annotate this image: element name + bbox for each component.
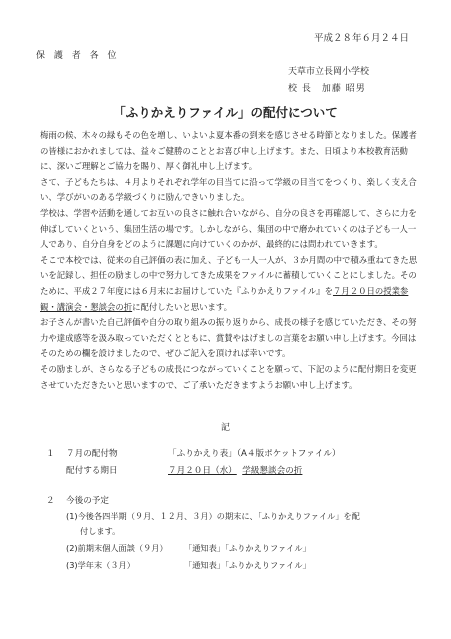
sub-item-3-label: (3)学年末（３月） xyxy=(66,560,135,570)
paragraph-2: さて、子どもたちは、４月よりそれぞれ学年の目当てに沿って学級の目当てをつくり、楽しく支え合い、学びがいのある学級づくりに励んできいりました。 xyxy=(40,176,417,203)
sub-item-2 xyxy=(66,543,311,554)
list-item-1-value: 「ふりかえり表」（A４版ポケットファイル） xyxy=(168,449,341,459)
list-item-1-label: ７月の配付物 xyxy=(66,449,118,459)
list-item-2-label: 今後の予定 xyxy=(66,496,109,506)
ki-heading: 記 xyxy=(220,423,230,433)
sub-item-1: (1)今後各四半期（９月、１２月、３月）の期末に、「ふりかえりファイル」を配 xyxy=(66,511,360,521)
paragraph-4-end: に配付したいと思います。 xyxy=(132,301,232,312)
document-date: 平成２８年６月２４日 xyxy=(313,33,409,44)
list-item-1 xyxy=(46,447,341,459)
list-item-1-number: １ xyxy=(46,449,55,459)
sender-principal: 校 長 加藤 昭男 xyxy=(288,84,366,94)
sub-item-2-value: 「通知表」「ふりかえりファイル」 xyxy=(184,543,311,553)
paragraph-5: お子さんが書いた自己評価や自分の取り組みの振り返りから、成長の様子を感じていただき、その努力や達成感等を汲み取っていただくとともに、賞賛やはげましの言葉をお願い申し上げます。今回はそのための欄を設けましたので、ぜひご記入を頂ければ幸いです。 xyxy=(40,317,417,359)
list-item-1-event: 学級懇談会の折 xyxy=(242,466,303,476)
sub-item-2-label: (2)前期末個人面談（９月） xyxy=(66,543,168,553)
sub-item-3-value: 「通知表」「ふりかえりファイル」 xyxy=(184,560,311,570)
document-body xyxy=(40,128,424,393)
sender-school: 天草市立長岡小学校 xyxy=(288,67,370,77)
list-item-2-number: ２ xyxy=(46,496,55,506)
sub-item-1-continued: 付します。 xyxy=(80,526,121,536)
document-title: 「ふりかえりファイル」の配付について xyxy=(113,105,338,120)
recipient-line: 保 護 者 各 位 xyxy=(36,51,120,61)
paragraph-4 xyxy=(40,253,424,315)
paragraph-4-underlined-date: ７月２０日の授業参観・講演会・懇談会の折 xyxy=(40,285,409,312)
list-item-1-date: ７月２０日（水） xyxy=(168,466,237,476)
list-item-1-date-row xyxy=(66,464,302,476)
paragraph-1: 梅雨の候、木々の緑もその色を増し、いよいよ夏本番の到来を感じさせる時節となりました。保護者の皆様におかれましては、益々ご健勝のこととお喜び申し上げます。また、日頃より本校教育活動に、深いご理解とご協力を賜り、厚く御礼申し上げます。 xyxy=(40,130,417,172)
paragraph-4-start: そこで本校では、従来の自己評価の表に加え、子ども一人一人が、３か月間の中で積み重ねてきた思いを記録し、担任の励ましの中で努力してきた成果をファイルに蓄積していくことにしました。そのために、平成２７年度には６月末にお届けしていた『ふりかえりファイル』を xyxy=(40,254,418,296)
list-item-1-date-label: 配付する期日 xyxy=(66,466,118,476)
list-item-2 xyxy=(46,494,109,506)
sub-item-3 xyxy=(66,560,311,571)
paragraph-3: 学校は、学習や活動を通してお互いの良さに触れ合いながら、自分の良さを再確認して、さらに力を伸ばしていくという、集団生活の場です。しかしながら、集団の中で磨かれていくのは子ども一人一人であり、自分自身をどのように課題に向けていくのかが、最終的には問われていきます。 xyxy=(40,207,417,250)
paragraph-6: その励ましが、さらなる子どもの成長につながっていくことを願って、下記のように配付期日を変更させていただきたいと思いますので、ご了承いただきますようお願い申し上げます。 xyxy=(40,363,417,390)
